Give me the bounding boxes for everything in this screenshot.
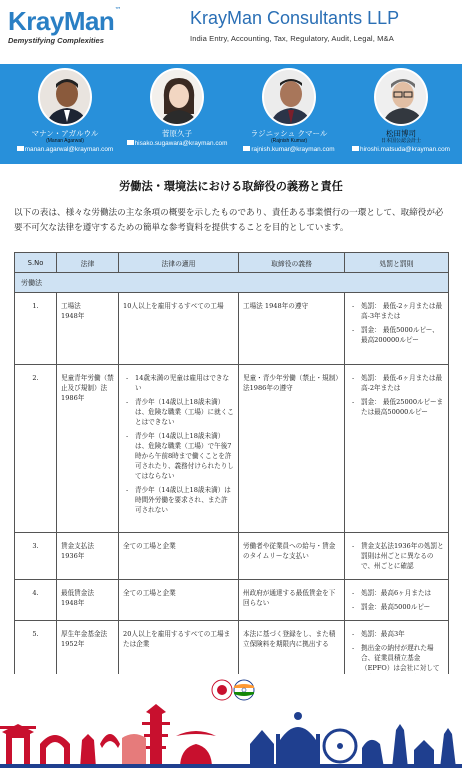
person-card (346, 68, 456, 153)
person-email[interactable]: hiroshi.matsuda@krayman.com (346, 147, 456, 154)
header (0, 0, 462, 64)
table-header-row (15, 253, 449, 273)
person-name: 松田博司 (386, 129, 416, 138)
list-item: - 拠出金の納付が遅れた場合、従業員積立基金（EPFO）は会社に対して (349, 643, 444, 693)
header-law: 法律 (57, 253, 119, 273)
cell-application: 10人以上を雇用するすべての工場 (119, 293, 239, 365)
cell-duty: 児童・青少年労働（禁止・規制）法1986年の遵守 (239, 365, 345, 533)
intro-paragraph: 以下の表は、様々な労働法の主な条項の概要を示したものであり、責任ある事業慣行の一環として、取締役が必要不可欠な法律を遵守するための簡単な参考資料を提供することを目的としています。 (14, 208, 444, 233)
avatar (150, 68, 204, 126)
cell-duty: 本法に基づく登録をし、また積立保険料を期限内に拠出する (239, 621, 345, 702)
list-item: - 14歳未満の児童は雇用はできない (123, 373, 234, 393)
penalty-list (349, 373, 444, 417)
list-item: - 処罰： 最低-2ヶ月または最高-3年または (349, 301, 444, 321)
person-name: 菅原久子 (162, 129, 192, 138)
cell-application: 20人以上を雇用するすべての工場または企業 (119, 621, 239, 702)
list-item: - 処罰：最高6ヶ月または (349, 588, 444, 598)
header-sno: S.No (15, 253, 57, 273)
footer-skyline (0, 674, 462, 768)
cell-law: 児童青年労働（禁止及び規制）法1986年 (57, 365, 119, 533)
japan-fan-icon (122, 734, 146, 768)
header-penalty: 処罰と罰則 (345, 253, 449, 273)
cell-law: 賃金支払法 1936年 (57, 533, 119, 580)
team-banner (0, 64, 462, 164)
cell-application: 全ての工場と企業 (119, 533, 239, 580)
india-flag-icon (234, 680, 254, 700)
list-item: - 罰金：最高5000ルピー (349, 602, 444, 612)
cell-penalty (345, 580, 449, 621)
list-item: - 青少年（14歳以上18歳未満） は、危険な職業（工場）で午後7時から午前8時まで働くことを許可されたり、義務付けられたりしてはならない (123, 431, 234, 481)
company-name: KrayMan Consultants LLP (190, 8, 400, 28)
list-item: - 罰金： 最低5000ルピー、最高200000ルピー (349, 325, 444, 345)
cell-law: 厚生年金基金法1952年 (57, 621, 119, 702)
cell-application: 全ての工場と企業 (119, 580, 239, 621)
header-application: 法律の適用 (119, 253, 239, 273)
mail-icon (352, 146, 359, 151)
cell-penalty (345, 533, 449, 580)
penalty-list (349, 301, 444, 345)
mail-icon (243, 146, 250, 151)
cell-sno: 2. (15, 365, 57, 533)
cell-law: 工場法 1948年 (57, 293, 119, 365)
list-item: - 処罰：最高3年 (349, 629, 444, 639)
person-title: 日本国公認会計士 (380, 137, 421, 144)
person-card (234, 68, 344, 153)
cell-duty: 労働者や従業員への給与・賃金のタイムリーな支払い (239, 533, 345, 580)
japan-flag-icon (212, 680, 232, 700)
mail-icon (127, 140, 134, 145)
cell-sno: 1. (15, 293, 57, 365)
section-label: 労働法 (15, 273, 449, 293)
person-card (122, 68, 232, 147)
table-row (15, 365, 449, 533)
person-romanized-name: (Manan Agarwal) (46, 137, 84, 144)
list-item: - 青少年（14歳以上18歳未満）は時間外労働を要求され、また許可されない (123, 485, 234, 515)
logo-trademark: ™ (114, 6, 122, 14)
person-email[interactable]: hisako.sugawara@krayman.com (122, 141, 232, 148)
cell-duty: 工場法 1948年の遵守 (239, 293, 345, 365)
list-item: - 処罰： 最低-6ヶ月または最高-2年または (349, 373, 444, 393)
cell-sno: 3. (15, 533, 57, 580)
cell-penalty (345, 293, 449, 365)
services-list: India Entry, Accounting, Tax, Regulatory, Audit, Legal, M&A (190, 34, 394, 43)
table-row (15, 533, 449, 580)
logo-wordmark: KrayMan (8, 6, 115, 36)
application-list (123, 373, 234, 515)
avatar (374, 68, 428, 126)
header-duty: 取締役の義務 (239, 253, 345, 273)
section-row (15, 273, 449, 293)
cell-duty: 州政府が通達する最低賃金を下回らない (239, 580, 345, 621)
cell-sno: 5. (15, 621, 57, 702)
person-email[interactable]: manan.agarwal@krayman.com (10, 147, 120, 154)
list-item: - 賃金支払法1936年の処罰と罰則は州ごとに異なるので、州ごとに確認 (349, 541, 444, 571)
cell-law: 最低賃金法 1948年 (57, 580, 119, 621)
labor-law-table (14, 252, 449, 702)
table-row (15, 293, 449, 365)
cell-application (119, 365, 239, 533)
table-row (15, 580, 449, 621)
person-name: マナン・アガルウル (31, 129, 99, 138)
logo-tagline: Demystifying Complexities (8, 36, 104, 45)
penalty-list (349, 541, 444, 571)
cell-sno: 4. (15, 580, 57, 621)
list-item: - 青少年（14歳以上18歳未満）は、危険な職業（工場）に就くことはできない (123, 397, 234, 427)
person-card (10, 68, 120, 153)
penalty-list (349, 588, 444, 612)
cell-penalty (345, 365, 449, 533)
person-romanized-name: (Rajnish Kumar) (270, 137, 308, 144)
avatar (38, 68, 92, 126)
mail-icon (17, 146, 24, 151)
avatar (262, 68, 316, 126)
krayman-logo (8, 6, 121, 45)
person-name: ラジニッシュ クマール (250, 129, 328, 138)
page-title: 労働法・環境法における取締役の義務と責任 (119, 180, 343, 193)
list-item: - 罰金： 最低25000ルピーまたは最高50000ルピー (349, 397, 444, 417)
person-email[interactable]: rajnish.kumar@krayman.com (234, 147, 344, 154)
